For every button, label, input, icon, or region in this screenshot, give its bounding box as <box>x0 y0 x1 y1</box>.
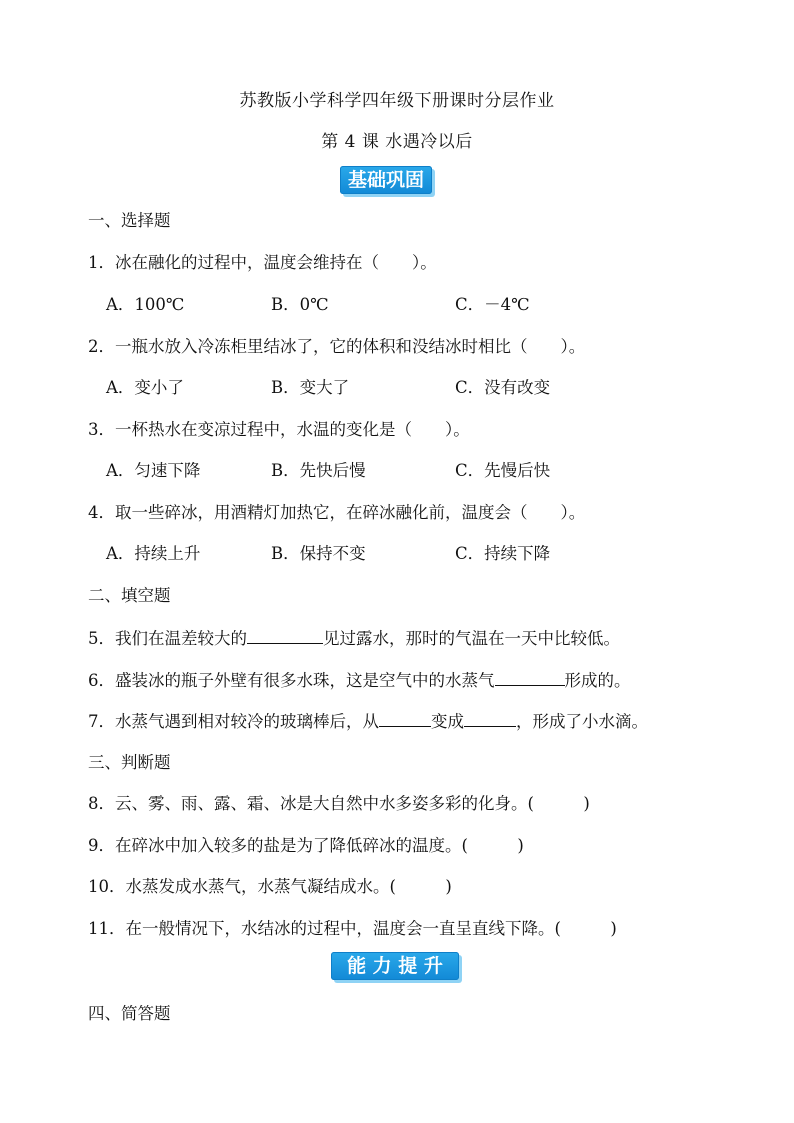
question-7 <box>88 710 648 733</box>
q5-text-1: 5．我们在温差较大的 <box>88 629 247 648</box>
q3-option-b: B．先快后慢 <box>271 461 366 480</box>
q5-blank[interactable] <box>247 627 323 644</box>
q2-option-a: A．变小了 <box>106 378 184 397</box>
question-10: 10．水蒸发成水蒸气，水蒸气凝结成水。( ) <box>88 877 452 896</box>
q7-text-1: 7．水蒸气遇到相对较冷的玻璃棒后，从 <box>88 712 379 731</box>
q7-blank-1[interactable] <box>379 710 431 727</box>
q3-option-a: A．匀速下降 <box>106 461 201 480</box>
section-short: 四、简答题 <box>88 1004 171 1023</box>
q6-blank[interactable] <box>495 669 565 686</box>
section-fill: 二、填空题 <box>88 586 171 605</box>
q3-option-c: C．先慢后快 <box>455 461 551 480</box>
question-4: 4．取一些碎冰，用酒精灯加热它，在碎冰融化前，温度会（ ）。 <box>88 503 586 522</box>
q1-option-c: C．－4℃ <box>455 295 530 314</box>
question-1: 1．冰在融化的过程中，温度会维持在（ ）。 <box>88 253 437 272</box>
q4-option-a: A．持续上升 <box>106 544 201 563</box>
q2-option-b: B．变大了 <box>271 378 350 397</box>
question-9: 9．在碎冰中加入较多的盐是为了降低碎冰的温度。( ) <box>88 836 524 855</box>
question-2: 2．一瓶水放入冷冻柜里结冰了，它的体积和没结冰时相比（ ）。 <box>88 337 586 356</box>
worksheet-title: 苏教版小学科学四年级下册课时分层作业 <box>239 91 555 111</box>
question-3: 3．一杯热水在变凉过程中，水温的变化是（ ）。 <box>88 420 470 439</box>
q7-blank-2[interactable] <box>464 710 516 727</box>
q4-option-b: B．保持不变 <box>271 544 366 563</box>
question-5 <box>88 627 620 650</box>
lesson-title: 第 4 课 水遇冷以后 <box>321 132 473 152</box>
q7-text-2: 变成 <box>431 712 464 731</box>
q1-option-b: B．0℃ <box>271 295 329 314</box>
question-6 <box>88 669 631 692</box>
question-8: 8．云、雾、雨、露、霜、冰是大自然中水多姿多彩的化身。( ) <box>88 794 590 813</box>
banner-basic: 基础巩固 <box>340 166 432 194</box>
section-judge: 三、判断题 <box>88 753 171 772</box>
question-11: 11．在一般情况下，水结冰的过程中，温度会一直呈直线下降。( ) <box>88 919 617 938</box>
banner-advanced: 能 力 提 升 <box>331 952 459 980</box>
q6-text-2: 形成的。 <box>564 671 631 690</box>
q1-option-a: A．100℃ <box>106 295 185 314</box>
section-choice: 一、选择题 <box>88 211 171 230</box>
q6-text-1: 6．盛装冰的瓶子外壁有很多水珠，这是空气中的水蒸气 <box>88 671 495 690</box>
q7-text-3: ，形成了小水滴。 <box>516 712 648 731</box>
q4-option-c: C．持续下降 <box>455 544 551 563</box>
q5-text-2: 见过露水，那时的气温在一天中比较低。 <box>323 629 620 648</box>
q2-option-c: C．没有改变 <box>455 378 551 397</box>
